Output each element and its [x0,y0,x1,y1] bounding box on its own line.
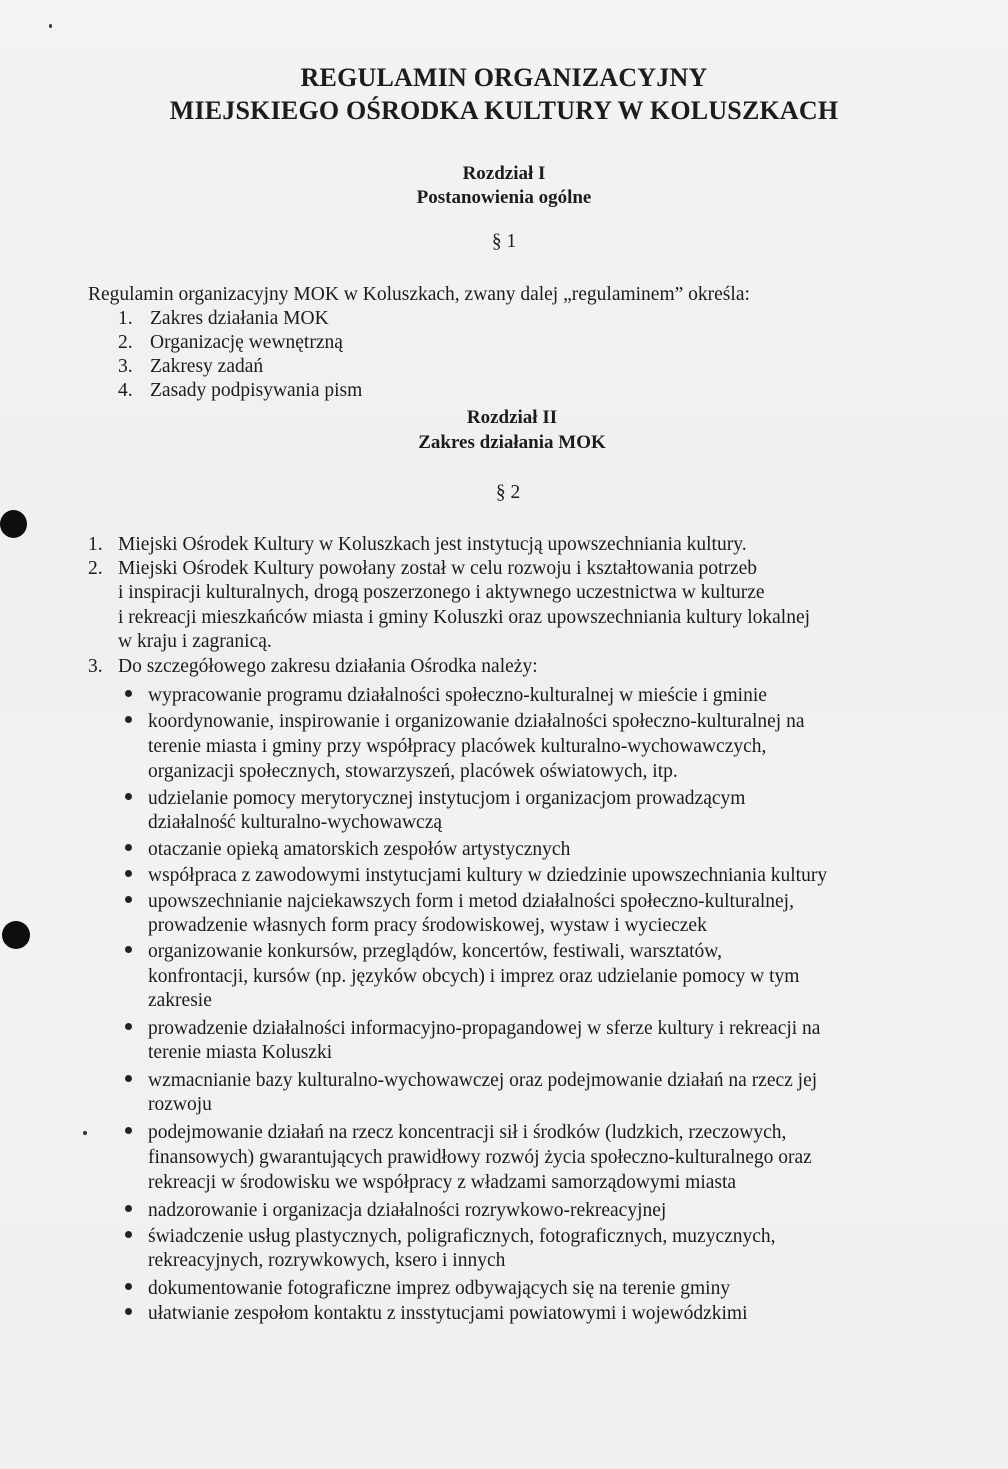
punch-hole-bottom [2,921,30,949]
bullet-text: koordynowanie, inspirowanie i organizowanie działalności społeczno-kulturalnej na [148,711,805,732]
point-number: 1. [88,534,103,555]
bullet-text: podejmowanie działań na rzecz koncentracji sił i środków (ludzkich, rzeczowych, [148,1122,787,1143]
paragraph-2-mark: § 2 [495,482,521,503]
bullet-text: udzielanie pomocy merytorycznej instytucjom i organizacjom prowadzącym [148,788,746,809]
document-title-line-1: REGULAMIN ORGANIZACYJNY [300,63,708,92]
chapter-2-subheading: Zakres działania MOK [418,432,606,453]
bullet-icon [125,793,132,800]
bullet-text: prowadzenie własnych form pracy środowiskowej, wystaw i wycieczek [148,915,707,936]
bullet-text: rozwoju [148,1094,212,1115]
bullet-text: wzmacnianie bazy kulturalno-wychowawczej oraz podejmowanie działań na rzecz jej [148,1070,818,1091]
bullet-icon [125,716,132,723]
bullet-icon [125,1075,132,1082]
punch-hole-top [0,510,27,538]
bullet-icon [125,1205,132,1212]
bullet-text: działalność kulturalno-wychowawczą [148,812,443,833]
bullet-icon [125,690,132,697]
list-item-text: Zasady podpisywania pism [150,380,363,401]
scan-speck-margin [83,1131,87,1135]
list-item-text: Zakresy zadań [150,356,264,377]
point-text: i rekreacji mieszkańców miasta i gminy Koluszki oraz upowszechniania kultury lokalnej [118,607,811,628]
bullet-icon [125,946,132,953]
bullet-text: świadczenie usług plastycznych, poligraficznych, fotograficznych, muzycznych, [148,1226,776,1247]
point-text: Do szczegółowego zakresu działania Ośrodka należy: [118,656,538,677]
point-text: Miejski Ośrodek Kultury w Koluszkach jest instytucją upowszechniania kultury. [118,534,747,555]
list-item-number: 4. [118,380,133,401]
bullet-icon [125,1023,132,1030]
bullet-text: terenie miasta i gminy przy współpracy placówek kulturalno-wychowawczych, [148,736,767,757]
bullet-text: prowadzenie działalności informacyjno-propagandowej w sferze kultury i rekreacji na [148,1018,821,1039]
point-text: w kraju i zagranicą. [118,631,272,652]
document-title-line-2: MIEJSKIEGO OŚRODKA KULTURY W KOLUSZKACH [169,96,839,125]
bullet-text: upowszechnianie najciekawszych form i metod działalności społeczno-kulturalnej, [148,891,794,912]
bullet-icon [125,1231,132,1238]
list-item-number: 2. [118,332,133,353]
bullet-text: otaczanie opieką amatorskich zespołów artystycznych [148,839,571,860]
bullet-icon [125,870,132,877]
bullet-text: finansowych) gwarantujących prawidłowy rozwój życia społeczno-kulturalnego oraz [148,1147,812,1168]
list-item-number: 1. [118,308,133,329]
bullet-icon [125,1308,132,1315]
bullet-icon [125,844,132,851]
chapter-1-heading: Rozdział I [462,163,546,184]
chapter-2-heading: Rozdział II [466,407,558,428]
bullet-text: organizowanie konkursów, przeglądów, koncertów, festiwali, warsztatów, [148,941,722,962]
chapter-1-intro: Regulamin organizacyjny MOK w Koluszkach, zwany dalej „regulaminem” określa: [88,284,750,305]
bullet-text: wypracowanie programu działalności społeczno-kulturalnej w mieście i gminie [148,685,767,706]
bullet-text: konfrontacji, kursów (np. języków obcych) i imprez oraz udzielanie pomocy w tym [148,966,800,987]
chapter-1-subheading: Postanowienia ogólne [416,187,592,208]
bullet-text: zakresie [148,990,212,1011]
bullet-icon [125,1127,132,1134]
point-text: i inspiracji kulturalnych, drogą poszerzonego i aktywnego uczestnictwa w kulturze [118,582,765,603]
list-item-number: 3. [118,356,133,377]
list-item-text: Organizację wewnętrzną [150,332,343,353]
scan-speck [49,24,52,28]
point-text: Miejski Ośrodek Kultury powołany został w celu rozwoju i kształtowania potrzeb [118,558,758,579]
bullet-text: ułatwianie zespołom kontaktu z insstytucjami powiatowymi i wojewódzkimi [148,1303,748,1324]
bullet-text: terenie miasta Koluszki [148,1042,333,1063]
paragraph-1-mark: § 1 [491,231,517,252]
bullet-text: rekreacyjnych, rozrywkowych, ksero i innych [148,1250,506,1271]
bullet-text: dokumentowanie fotograficzne imprez odbywających się na terenie gminy [148,1278,731,1299]
bullet-text: nadzorowanie i organizacja działalności rozrywkowo-rekreacyjnej [148,1200,667,1221]
point-number: 3. [88,656,103,677]
bullet-text: organizacji społecznych, stowarzyszeń, placówek oświatowych, itp. [148,761,678,782]
bullet-icon [125,896,132,903]
point-number: 2. [88,558,103,579]
bullet-icon [125,1283,132,1290]
bullet-text: współpraca z zawodowymi instytucjami kultury w dziedzinie upowszechniania kultury [148,865,828,886]
bullet-text: rekreacji w środowisku we współpracy z władzami samorządowymi miasta [148,1172,737,1193]
list-item-text: Zakres działania MOK [150,308,329,329]
